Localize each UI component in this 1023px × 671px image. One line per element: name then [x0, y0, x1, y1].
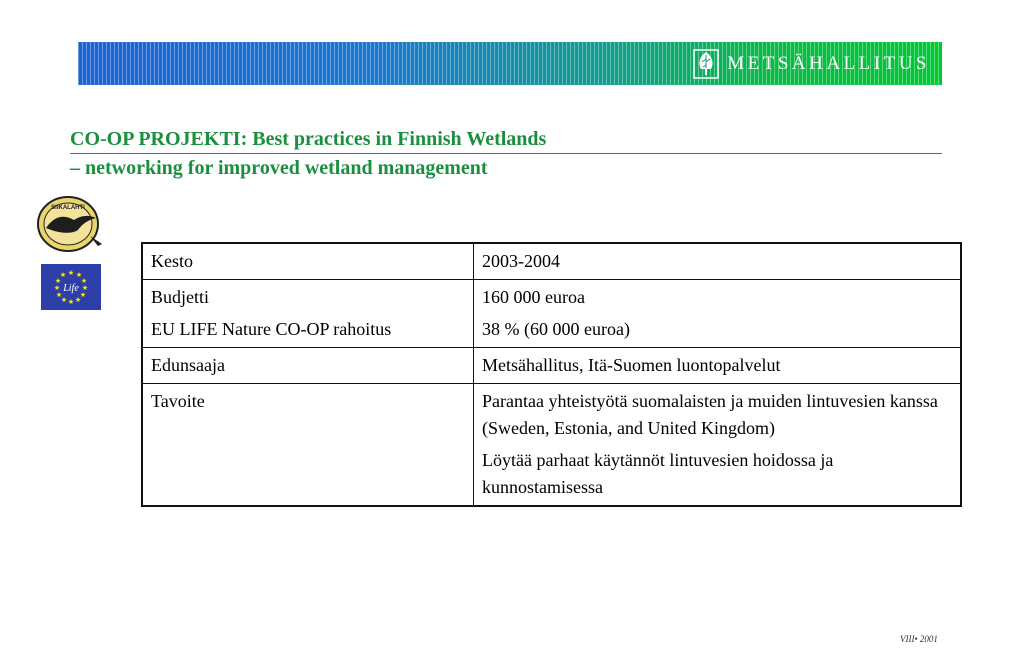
table-cell-label [142, 348, 474, 384]
svg-text:★: ★ [74, 296, 82, 304]
svg-text:★: ★ [67, 298, 75, 306]
table-cell-value [474, 348, 962, 384]
table-row [142, 384, 961, 507]
svg-text:★: ★ [79, 291, 87, 299]
tree-leaf-icon [693, 49, 719, 79]
tavoite-value-1: Parantaa yhteistyötä suomalaisten ja muiden lintuvesien kanssa (Sweden, Estonia, and United Kingdom) [482, 391, 938, 438]
svg-text:★: ★ [59, 271, 67, 279]
svg-text:★: ★ [80, 277, 88, 285]
edunsaaja-label: Edunsaaja [151, 355, 225, 375]
siikalahti-bird-seal-icon [34, 194, 108, 254]
table-row [142, 243, 961, 280]
page-title [70, 125, 942, 183]
svg-text:★: ★ [67, 269, 75, 277]
table-cell-value [474, 384, 962, 507]
table-row [142, 348, 961, 384]
seal-text: SIIKALAHTI [51, 205, 85, 211]
svg-text:★: ★ [81, 284, 89, 292]
svg-text:★: ★ [60, 296, 68, 304]
edunsaaja-value: Metsähallitus, Itä-Suomen luontopalvelut [482, 355, 781, 375]
header-banner [78, 42, 942, 85]
svg-text:★: ★ [53, 284, 61, 292]
budjetti-label: Budjetti [151, 287, 209, 307]
svg-text:★: ★ [55, 291, 63, 299]
kesto-label: Kesto [151, 251, 193, 271]
eu-life-flag [41, 264, 101, 310]
brand-name: METSÄHALLITUS [727, 53, 930, 74]
eu-life-flag-icon [41, 264, 101, 310]
table-cell-label [142, 384, 474, 507]
kesto-value: 2003-2004 [482, 251, 560, 271]
table-row [142, 280, 961, 348]
brand [693, 49, 930, 79]
svg-text:★: ★ [54, 277, 62, 285]
title-line-2: – networking for improved wetland management [70, 157, 488, 179]
eu-flag-text: Life [63, 283, 79, 294]
table-cell-value [474, 280, 962, 348]
rahoitus-label: EU LIFE Nature CO-OP rahoitus [151, 319, 392, 339]
footer-date: VIII• 2001 [900, 634, 938, 644]
budjetti-value: 160 000 euroa [482, 287, 585, 307]
tavoite-value-2: Löytää parhaat käytännöt lintuvesien hoidossa ja kunnostamisessa [482, 450, 834, 497]
project-info-table [141, 242, 962, 507]
table-cell-value [474, 243, 962, 280]
rahoitus-value: 38 % (60 000 euroa) [482, 319, 630, 339]
title-line-1: CO-OP PROJEKTI: Best practices in Finnish Wetlands [70, 125, 942, 154]
tavoite-label: Tavoite [151, 391, 205, 411]
table-cell-label [142, 280, 474, 348]
svg-text:★: ★ [75, 271, 83, 279]
table-cell-label [142, 243, 474, 280]
